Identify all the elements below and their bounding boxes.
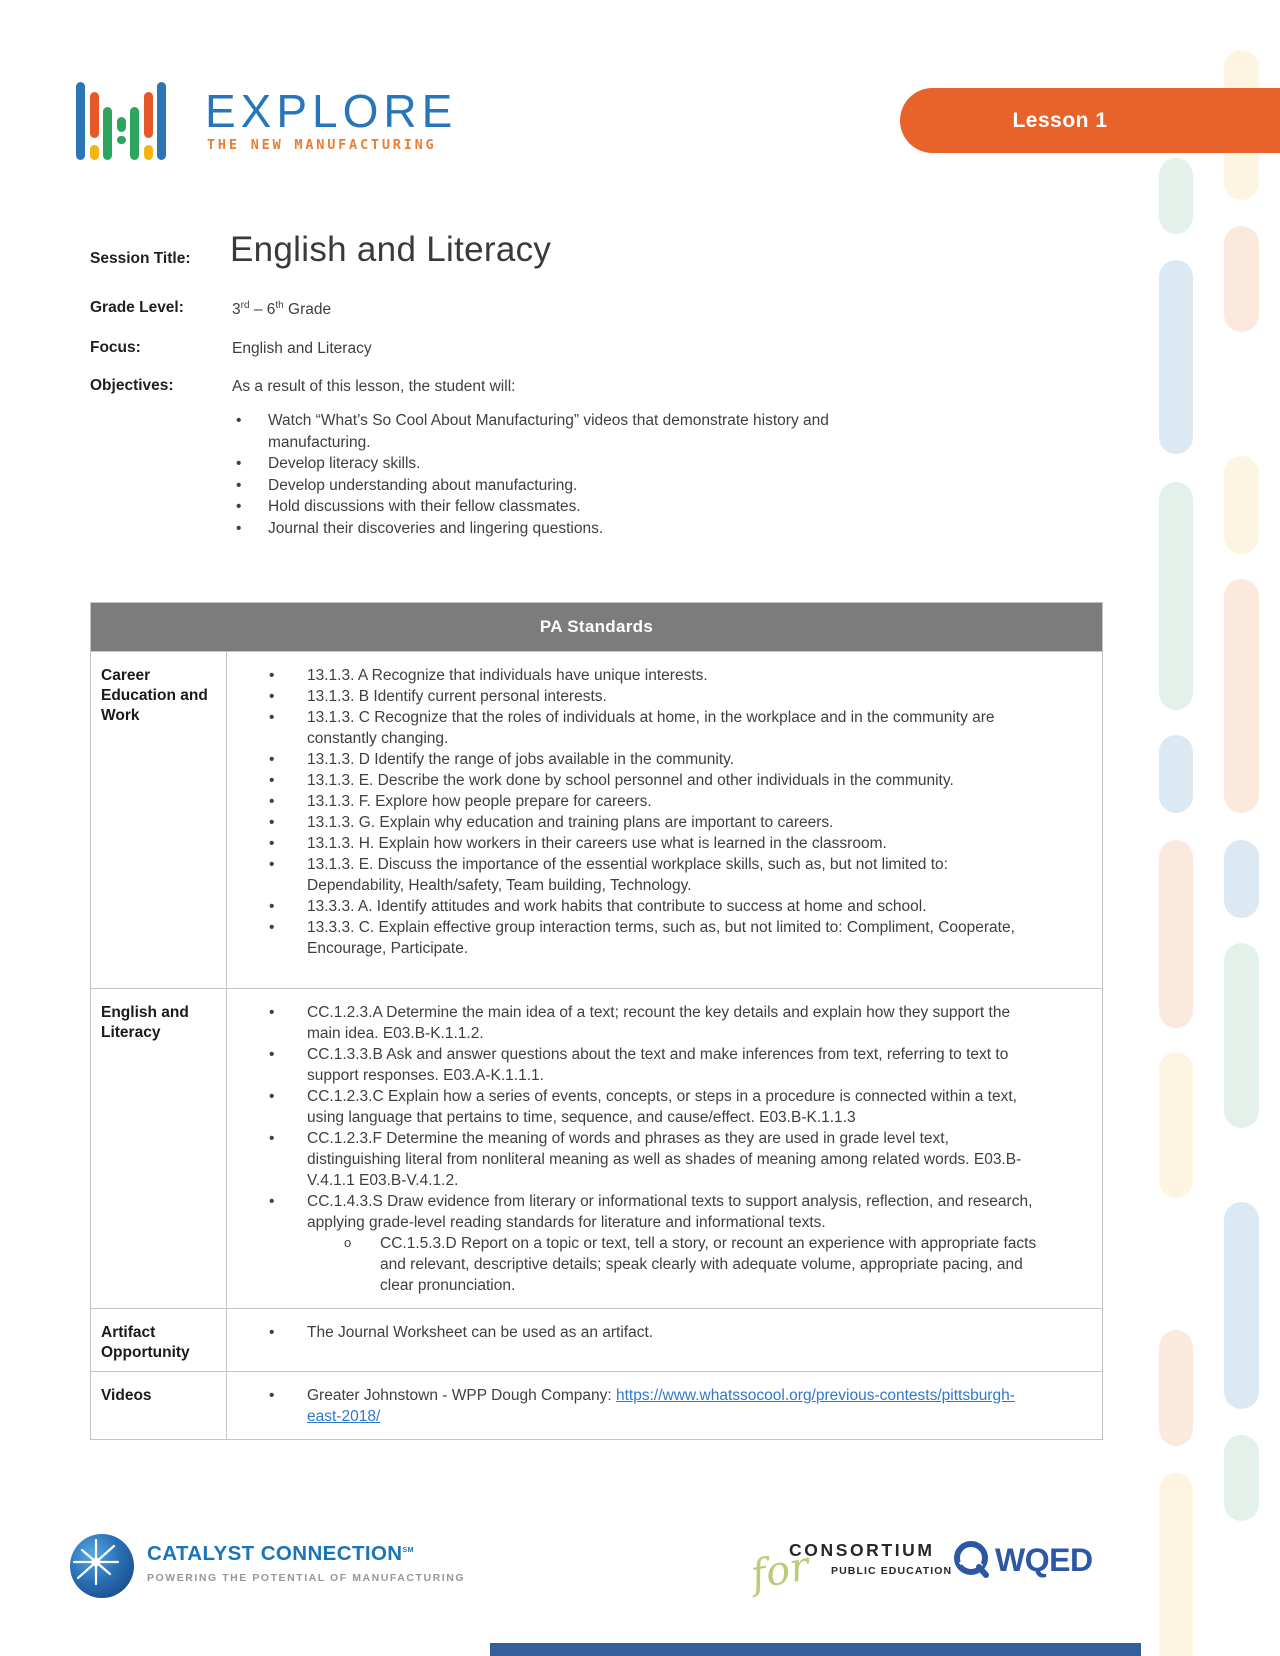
pa-standards-header: PA Standards bbox=[91, 603, 1102, 651]
standards-category: English and Literacy bbox=[91, 989, 227, 1308]
decorative-pill bbox=[1224, 1202, 1259, 1409]
decorative-pill bbox=[1224, 943, 1259, 1128]
grade-level-value: 3rd – 6th Grade bbox=[232, 300, 332, 319]
wqed-q-icon bbox=[950, 1538, 994, 1582]
wqed-logo bbox=[950, 1538, 1093, 1582]
decorative-pill bbox=[1224, 226, 1259, 332]
standard-item: • 13.3.3. C. Explain effective group interaction terms, such as, but not limited to: Compliment, Cooperate, Encourage, Participate. bbox=[269, 917, 1044, 959]
catalyst-sphere-icon bbox=[70, 1534, 134, 1598]
decorative-pill bbox=[1224, 840, 1259, 918]
standards-row bbox=[91, 988, 1102, 1308]
decorative-pill bbox=[1224, 579, 1259, 813]
grade-level-label: Grade Level: bbox=[90, 299, 184, 316]
session-title: English and Literacy bbox=[230, 230, 552, 269]
brand-wordmark: EXPLORE bbox=[205, 85, 458, 137]
objectives-intro: As a result of this lesson, the student will: bbox=[232, 378, 516, 395]
objectives-label: Objectives: bbox=[90, 377, 174, 394]
decorative-pill bbox=[1159, 1473, 1193, 1656]
standard-item: • 13.1.3. F. Explore how people prepare for careers. bbox=[269, 791, 1044, 812]
consortium-name: CONSORTIUM bbox=[789, 1540, 935, 1560]
standards-category: Artifact Opportunity bbox=[91, 1309, 227, 1371]
standard-item: • CC.1.2.3.F Determine the meaning of words and phrases as they are used in grade level text, distinguishing literal from nonliteral meaning as well as shades of meaning among related words. E03.B-V.4.1.1 E03.B-V.4.1.2. bbox=[269, 1128, 1044, 1191]
decorative-pill bbox=[1224, 456, 1259, 554]
explore-logo-icon bbox=[76, 82, 166, 160]
decorative-pill bbox=[1159, 840, 1193, 1028]
standard-item: • CC.1.3.3.B Ask and answer questions about the text and make inferences from text, referring to text to support responses. E03.A-K.1.1.1. bbox=[269, 1044, 1044, 1086]
standard-item: • CC.1.2.3.A Determine the main idea of a text; recount the key details and explain how they support the main idea. E03.B-K.1.1.2. bbox=[269, 1002, 1044, 1044]
standard-item: • The Journal Worksheet can be used as an artifact. bbox=[269, 1322, 1044, 1343]
standards-row bbox=[91, 1308, 1102, 1371]
decorative-pill bbox=[1159, 260, 1193, 454]
standard-item: • Greater Johnstown - WPP Dough Company: https://www.whatssocool.org/previous-contests/pittsburgh-east-2018/ bbox=[269, 1385, 1044, 1427]
standards-rows bbox=[91, 651, 1102, 1439]
standard-item: • CC.1.2.3.C Explain how a series of events, concepts, or steps in a procedure is connected within a text, using language that pertains to time, sequence, and cause/effect. E03.B-K.1.1.3 bbox=[269, 1086, 1044, 1128]
decorative-pill bbox=[1159, 158, 1193, 234]
decorative-pill bbox=[1159, 1330, 1193, 1446]
objective-item: • Journal their discoveries and lingering questions. bbox=[232, 518, 932, 540]
standards-content bbox=[227, 989, 1102, 1308]
standards-row bbox=[91, 651, 1102, 988]
standard-item: • 13.1.3. D Identify the range of jobs available in the community. bbox=[269, 749, 1044, 770]
session-title-label: Session Title: bbox=[90, 250, 191, 267]
video-link[interactable]: https://www.whatssocool.org/previous-contests/pittsburgh-east-2018/ bbox=[307, 1387, 1015, 1425]
decorative-pill bbox=[1159, 1052, 1193, 1198]
objective-item: • Develop literacy skills. bbox=[232, 453, 932, 475]
catalyst-connection-logo bbox=[70, 1534, 465, 1598]
consortium-subtitle: PUBLIC EDUCATION bbox=[831, 1565, 953, 1577]
standards-row bbox=[91, 1371, 1102, 1439]
standard-item: • 13.1.3. E. Discuss the importance of the essential workplace skills, such as, but not limited to: Dependability, Health/safety, Team building, Technology. bbox=[269, 854, 1044, 896]
standard-item: • CC.1.4.3.S Draw evidence from literary or informational texts to support analysis, reflection, and research, applying grade-level reading standards for literature and informational texts. o CC.1.5.3.D Report on a topic or text, tell a story, or recount an experience with appropriate facts and relevant, descriptive details; speak clearly with adequate volume, appropriate pacing, and clear pronunciation. bbox=[269, 1191, 1044, 1296]
bottom-accent-bar bbox=[490, 1643, 1141, 1656]
standards-content bbox=[227, 652, 1102, 988]
objective-item: • Watch “What’s So Cool About Manufacturing” videos that demonstrate history and manufacturing. bbox=[232, 410, 932, 453]
pa-standards-table bbox=[90, 602, 1103, 1440]
standard-sub-item: o CC.1.5.3.D Report on a topic or text, tell a story, or recount an experience with appropriate facts and relevant, descriptive details; speak clearly with adequate volume, appropriate pacing, and clear pronunciation. bbox=[342, 1233, 1044, 1296]
catalyst-tagline: POWERING THE POTENTIAL OF MANUFACTURING bbox=[147, 1572, 466, 1584]
standards-content bbox=[227, 1309, 1102, 1371]
objective-item: • Hold discussions with their fellow classmates. bbox=[232, 496, 932, 518]
lesson-badge-label: Lesson 1 bbox=[1012, 108, 1108, 132]
catalyst-name: CATALYST CONNECTION℠ bbox=[147, 1542, 414, 1565]
lesson-badge bbox=[900, 88, 1280, 153]
standard-item: • 13.1.3. E. Describe the work done by school personnel and other individuals in the community. bbox=[269, 770, 1044, 791]
decorative-pill bbox=[1159, 482, 1193, 710]
brand-tagline: THE NEW MANUFACTURING bbox=[207, 137, 437, 153]
standards-content bbox=[227, 1372, 1102, 1439]
objective-item: • Develop understanding about manufacturing. bbox=[232, 475, 932, 497]
standard-item: • 13.1.3. H. Explain how workers in their careers use what is learned in the classroom. bbox=[269, 833, 1044, 854]
standard-item: • 13.1.3. C Recognize that the roles of individuals at home, in the workplace and in the community are constantly changing. bbox=[269, 707, 1044, 749]
consortium-for-script: for bbox=[747, 1543, 813, 1599]
decorative-pill bbox=[1224, 1435, 1259, 1521]
focus-value: English and Literacy bbox=[232, 340, 372, 357]
decorative-pill bbox=[1159, 735, 1193, 813]
wqed-text: WQED bbox=[995, 1541, 1093, 1578]
focus-label: Focus: bbox=[90, 339, 141, 356]
standards-category: Videos bbox=[91, 1372, 227, 1439]
objectives-list bbox=[232, 410, 932, 539]
standard-item: • 13.1.3. B Identify current personal interests. bbox=[269, 686, 1044, 707]
standard-item: • 13.3.3. A. Identify attitudes and work habits that contribute to success at home and school. bbox=[269, 896, 1044, 917]
standard-item: • 13.1.3. A Recognize that individuals have unique interests. bbox=[269, 665, 1044, 686]
standard-item: • 13.1.3. G. Explain why education and training plans are important to careers. bbox=[269, 812, 1044, 833]
standards-category: Career Education and Work bbox=[91, 652, 227, 988]
